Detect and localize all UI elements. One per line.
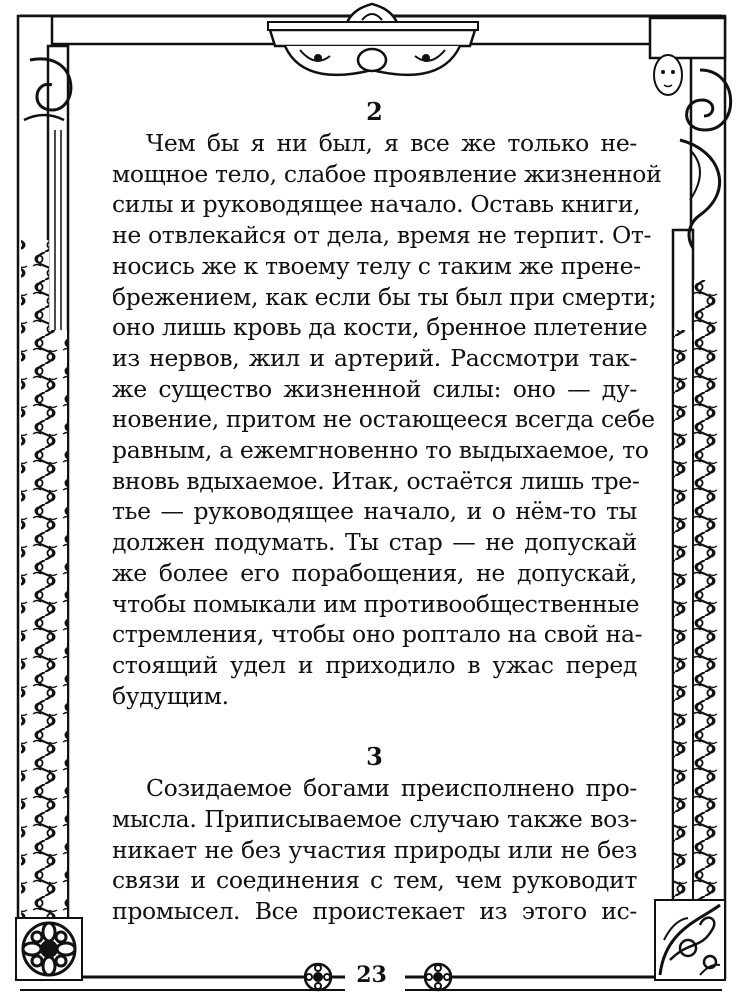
section-2-line: чтобы помыкали им противообщественные [112,589,640,618]
section-2-line: носись же к твоему телу с таким же прене- [112,251,641,280]
section-3-line: Созидаемое богами преисполнено про- [146,774,637,803]
section-3-line: промысел. Все проистекает из этого ис- [112,897,637,926]
section-3-line: связи и соединения с тем, чем руководит [112,866,637,895]
section-2-line: силы и руководящее начало. Оставь книги, [112,190,641,219]
section-2-line: оно лишь кровь да кости, бренное плетение [112,313,648,342]
section-3-line: мысла. Приписываемое случаю также воз- [112,805,637,834]
section-2-line: мощное тело, слабое проявление жизненной [112,159,662,188]
section-2-line: новение, притом не остающееся всегда себе [112,405,655,434]
section-2-line: вновь вдыхаемое. Итак, остаётся лишь тре- [112,466,640,495]
right-column [650,16,731,978]
section-3-line: никает не без участия природы или не без [112,835,637,864]
section-3-body [112,773,637,927]
section-2-line: должен подумать. Ты стар — не допускай [112,528,637,557]
section-2-line: стоящий удел и приходило в ужас перед [112,650,637,679]
section-2-line: же существо жизненной силы: оно — ду- [112,374,637,403]
section-3-number: 3 [366,742,383,772]
section-2-line: тье — руководящее начало, и о нём-то ты [112,497,637,526]
page-text [112,96,662,927]
section-2-number: 2 [366,97,383,126]
section-2-line: из нервов, жил и артерий. Рассмотри так- [112,343,637,372]
section-2-line: стремления, чтобы оно роптало на свой на- [112,620,643,649]
section-2-line: будущим. [112,681,229,710]
section-2-line: не отвлекайся от дела, время не терпит. От- [112,221,652,250]
left-column [18,16,71,978]
section-2-line: же более его порабощения, не допускай, [112,558,637,587]
section-2-line: равным, а ежемгновенно то выдыхаемое, то [112,436,649,465]
page-number: 23 [356,962,387,988]
section-2-body [112,128,662,711]
section-2-line: брежением, как если бы ты был при смерти; [112,282,657,311]
section-2-line: Чем бы я ни был, я все же только не- [146,129,637,157]
